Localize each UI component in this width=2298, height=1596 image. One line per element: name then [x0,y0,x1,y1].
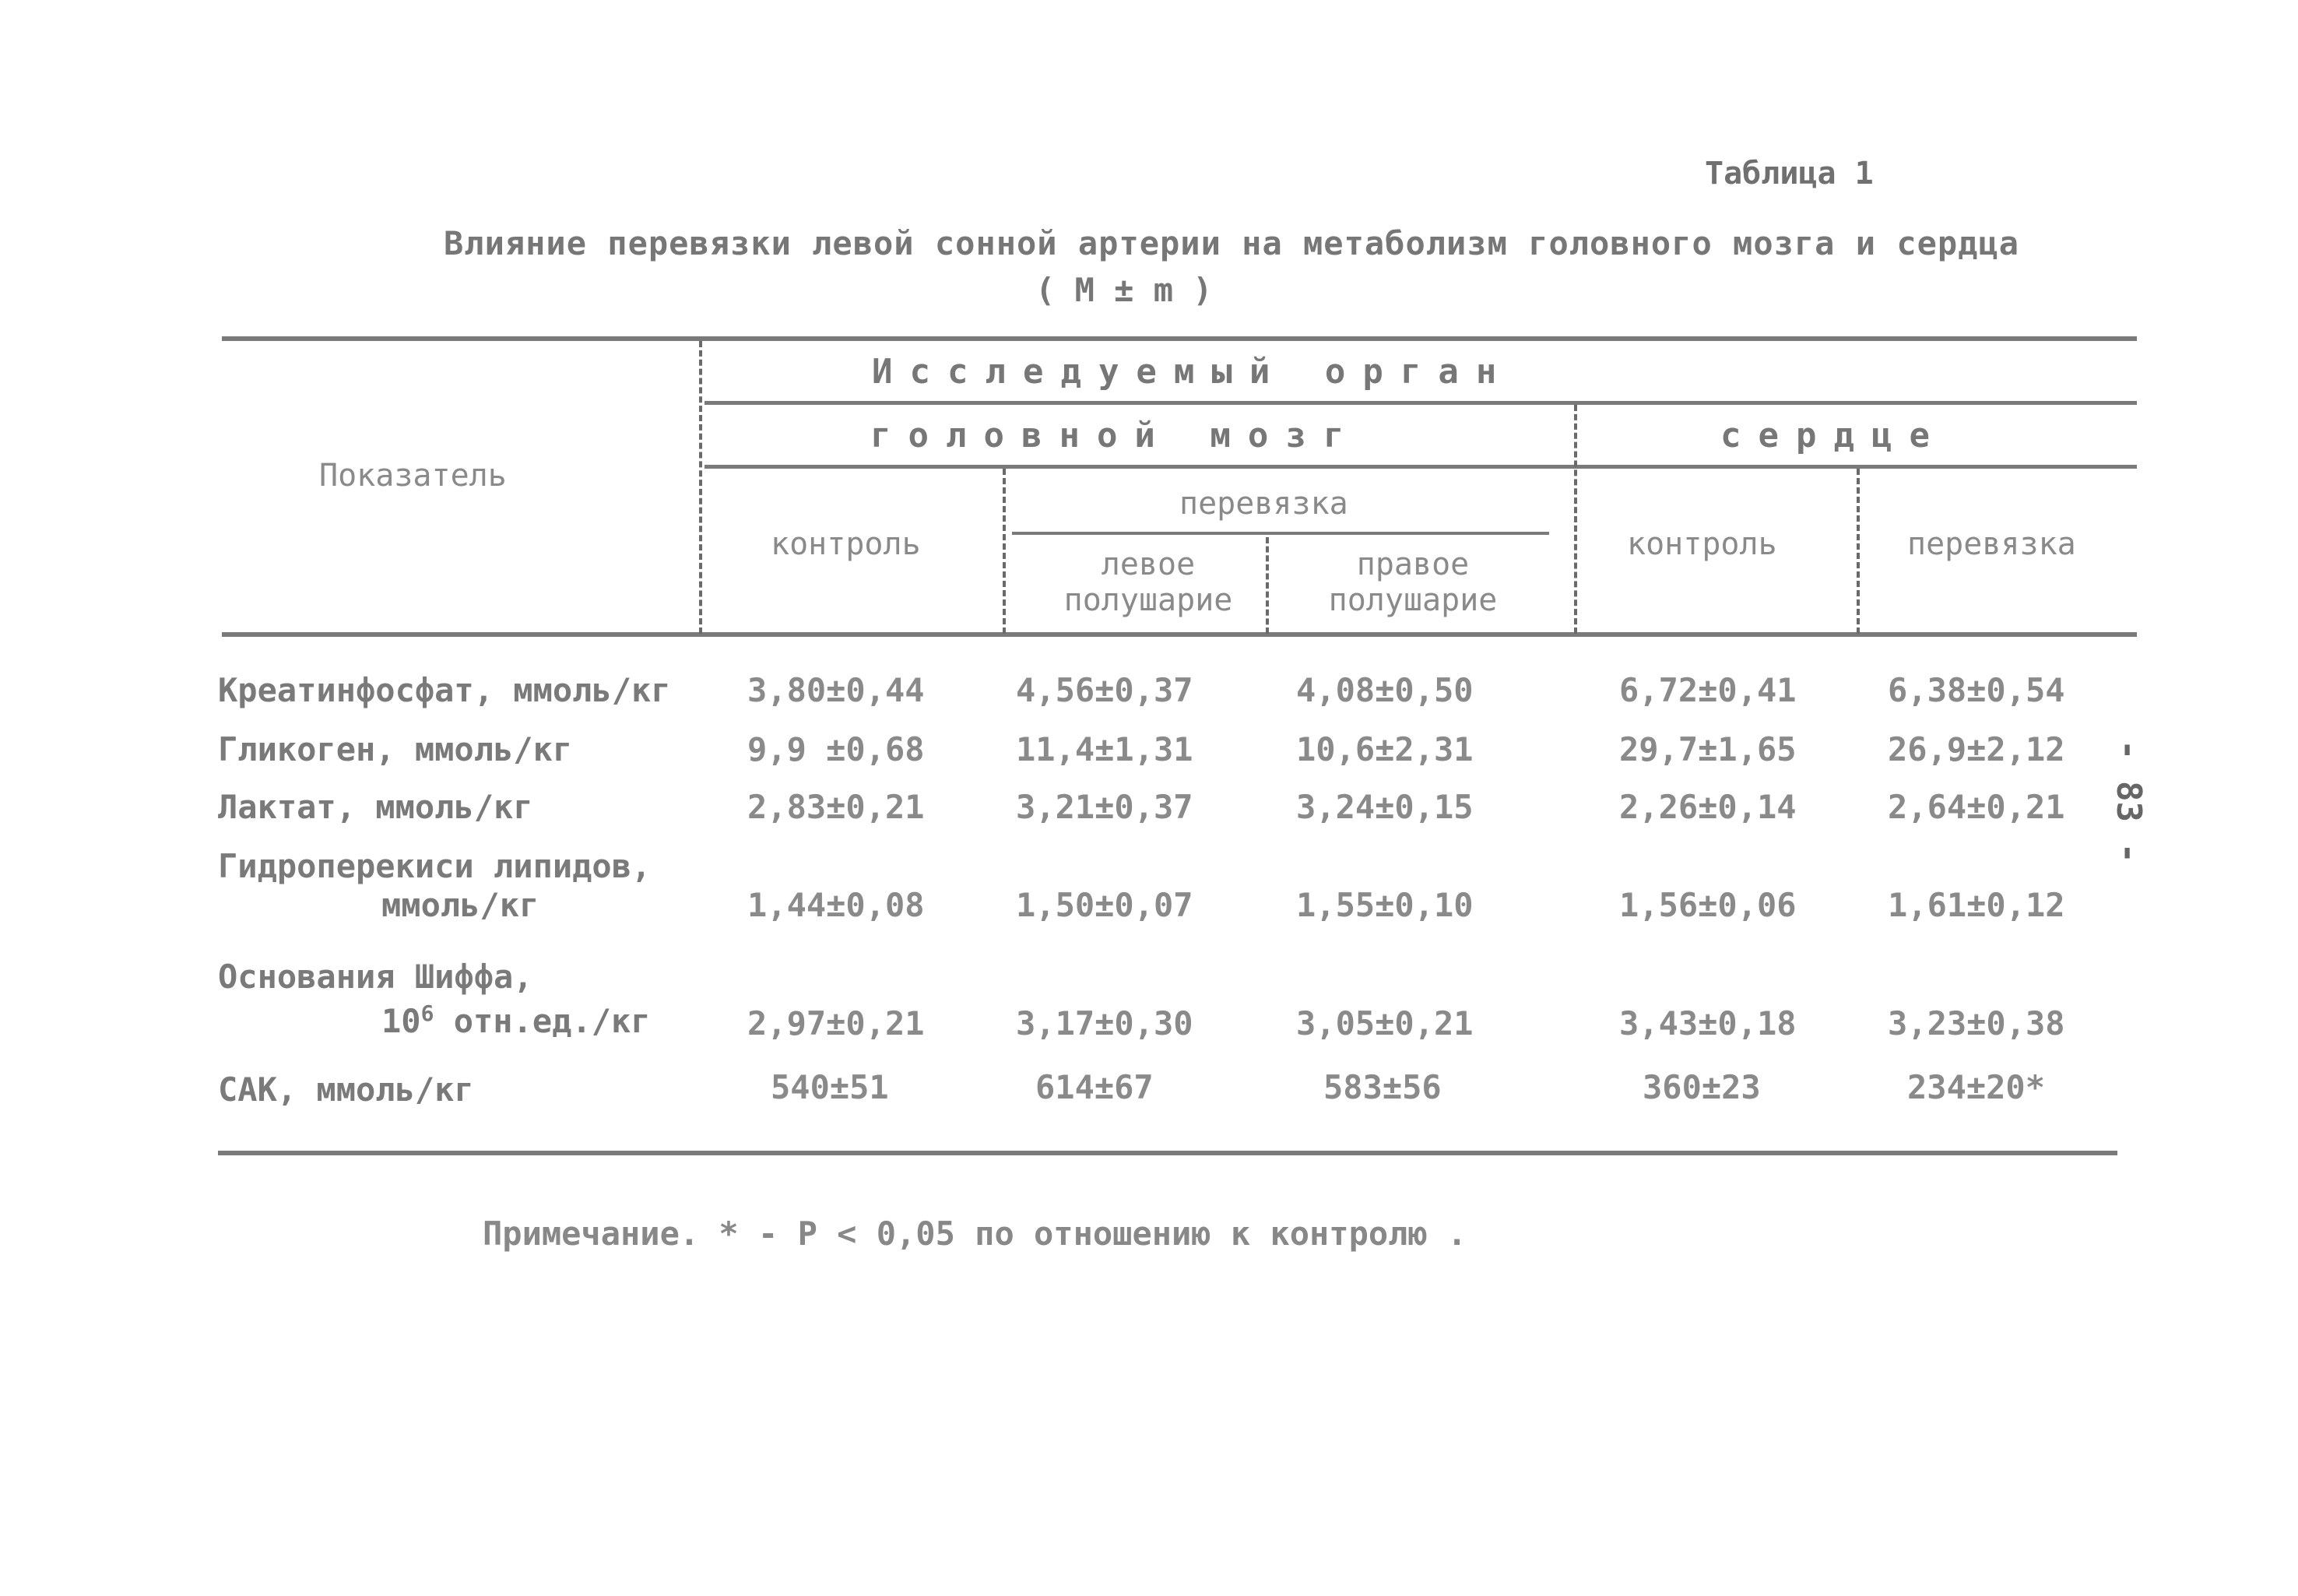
table-top-rule [222,336,2137,341]
cell-r6-c2: 614±67 [1035,1068,1154,1106]
cell-r1-c4: 6,72±0,41 [1619,671,1797,709]
cell-r3-c1: 2,83±0,21 [747,788,925,826]
cell-r3-c2: 3,21±0,37 [1016,788,1193,826]
row-label-lipid-hydroperoxides-unit: ммоль/кг [381,886,539,924]
cell-r6-c1: 540±51 [771,1068,889,1106]
header-brain: головной мозг [870,416,1362,455]
row-label-creatine-phosphate: Креатинфосфат, ммоль/кг [218,671,671,709]
row-label-schiff-bases-unit: $10^6$ отн.ед./кг [381,1000,651,1040]
header-left-hemisphere: левое полушарие [1063,547,1233,618]
heart-control-ligation-divider [1857,469,1860,634]
cell-r6-c3: 583±56 [1323,1068,1442,1106]
header-right-hemisphere: правое полушарие [1328,547,1498,618]
cell-r2-c5: 26,9±2,12 [1888,730,2065,768]
cell-r4-c5: 1,61±0,12 [1888,886,2065,924]
cell-r5-c2: 3,17±0,30 [1016,1004,1193,1042]
table-bottom-rule [218,1151,2117,1155]
cell-r5-c3: 3,05±0,21 [1296,1004,1474,1042]
cell-r3-c3: 3,24±0,15 [1296,788,1474,826]
ligation-rule [1012,532,1549,535]
cell-r5-c4: 3,43±0,18 [1619,1004,1797,1042]
brain-heart-rule [705,465,2137,469]
row-label-lipid-hydroperoxides: Гидроперекиси липидов, [218,847,652,885]
cell-r1-c5: 6,38±0,54 [1888,671,2065,709]
cell-r3-c4: 2,26±0,14 [1619,788,1797,826]
row-label-schiff-bases: Основания Шиффа, [218,958,533,996]
cell-r1-c2: 4,56±0,37 [1016,671,1193,709]
page-number: - 83 - [2109,740,2149,863]
row-label-sak: САК, ммоль/кг [218,1070,474,1109]
brain-heart-divider [1574,405,1577,634]
row-label-glycogen: Гликоген, ммоль/кг [218,730,573,768]
header-brain-control: контроль [771,526,921,562]
cell-r2-c2: 11,4±1,31 [1016,730,1193,768]
cell-r1-c1: 3,80±0,44 [747,671,925,709]
table-note: Примечание. * - P < 0,05 по отношению к контролю . [483,1215,1467,1253]
header-indicator: Показатель [319,458,507,494]
cell-r1-c3: 4,08±0,50 [1296,671,1474,709]
cell-r5-c5: 3,23±0,38 [1888,1004,2065,1042]
cell-r5-c1: 2,97±0,21 [747,1004,925,1042]
cell-r4-c1: 1,44±0,08 [747,886,925,924]
cell-r3-c5: 2,64±0,21 [1888,788,2065,826]
cell-r4-c4: 1,56±0,06 [1619,886,1797,924]
hemisphere-divider [1266,537,1269,634]
table-caption: Таблица 1 [1705,156,1874,192]
organ-header-rule [705,401,2137,405]
cell-r4-c3: 1,55±0,10 [1296,886,1474,924]
control-ligation-divider [1003,469,1006,634]
table-subtitle: ( M ± m ) [1035,271,1213,309]
header-heart-control: контроль [1627,526,1777,562]
table-title: Влияние перевязки левой сонной артерии на метаболизм головного мозга и сердца [444,224,2020,262]
cell-r2-c4: 29,7±1,65 [1619,730,1797,768]
cell-r6-c4: 360±23 [1643,1068,1761,1106]
header-bottom-rule [222,632,2137,637]
cell-r4-c2: 1,50±0,07 [1016,886,1193,924]
header-organ: Исследуемый орган [872,352,1514,392]
indicator-divider [699,341,702,634]
row-label-lactate: Лактат, ммоль/кг [218,788,533,826]
header-brain-ligation: перевязка [1179,486,1348,522]
cell-r2-c1: 9,9 ±0,68 [747,730,925,768]
header-heart-ligation: перевязка [1907,526,2076,562]
cell-r2-c3: 10,6±2,31 [1296,730,1474,768]
header-heart: сердце [1720,416,1947,455]
cell-r6-c5: 234±20* [1907,1068,2046,1106]
